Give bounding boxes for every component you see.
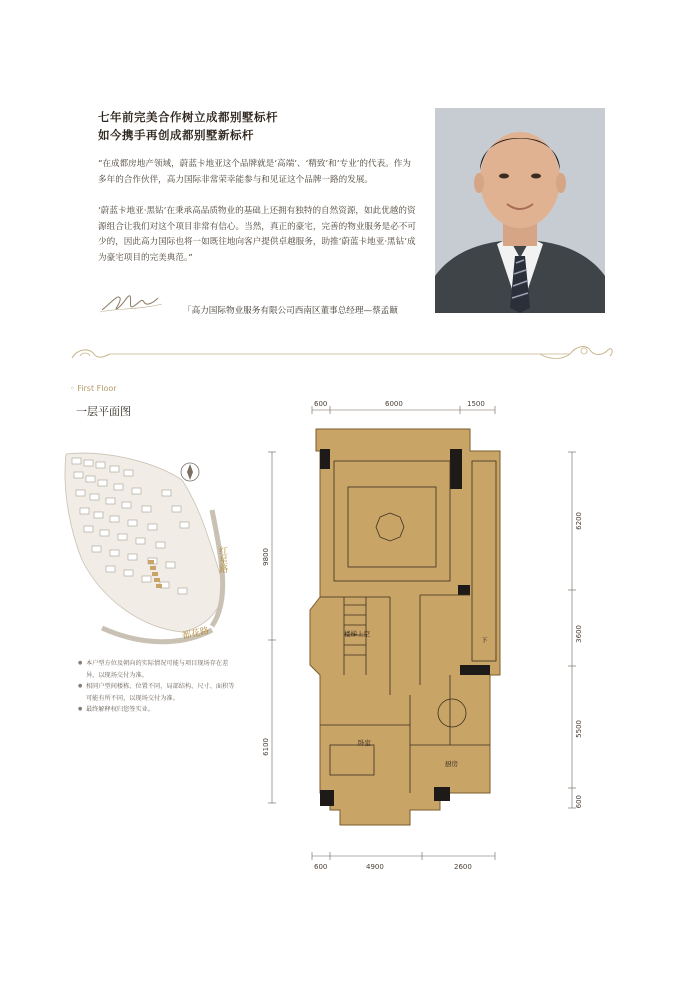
headline-line-1: 七年前完美合作树立成都别墅标杆 [98,110,278,124]
dim-right-3: 5500 [575,720,583,738]
dim-right-1: 6200 [575,512,583,530]
ornament-divider [70,342,615,366]
room-label-kitchen: 厨房 [445,760,458,768]
floor-label-english: ◦ First Floor [70,384,117,393]
note-item: ● 最终解释权归您签实业。 [78,704,238,716]
attribution: 「高力国际物业服务有限公司西南区董事总经理—蔡孟颐 [183,306,398,316]
dim-bottom-2: 4900 [366,863,384,871]
quote-paragraph-1: “在成都房地产领域，蔚蓝卡地亚这个品牌就是‘高端’、‘精致’和‘专业’的代表。作为多年的合作伙伴，高力国际非常荣幸能参与和见证这个品牌一路的发展。 [98,159,411,185]
dim-top-3: 1500 [467,400,485,408]
site-map [62,450,242,650]
signature [98,288,166,318]
portrait-photo [435,108,605,313]
notes [78,658,238,716]
headline [98,108,278,144]
road-label-south: 都花路 [181,626,211,642]
note-item: ● 本户型方位及朝向的实际情况可能与项目现场存在差异，以现场交付为准。 [78,658,238,681]
dim-left-1: 9800 [262,548,270,566]
dim-bottom-3: 2600 [454,863,472,871]
dim-top-2: 6000 [385,400,403,408]
dimension-lines [250,398,590,868]
road-label-east: 红星路 [217,546,227,573]
headline-line-2: 如今携手再创成都别墅新标杆 [98,128,254,142]
dim-left-2: 6100 [262,738,270,756]
dim-bottom-1: 600 [314,863,328,871]
dim-right-2: 3600 [575,625,583,643]
quote-paragraph-2: ‘蔚蓝卡地亚·黑钻’在秉承高品质物业的基础上还拥有独特的自然资源，如此优越的资源组合让我们对这个项目非常有信心。当然，真正的豪宅，完善的物业服务是必不可少的，因此高力国际也将一如既往地向客户提供卓越服务，助推‘蔚蓝卡地亚·黑钻’成为豪宅项目的完美典范。” [98,206,416,263]
dim-top-1: 600 [314,400,328,408]
dim-right-4: 600 [575,795,583,809]
floor-title: 一层平面图 [76,405,131,418]
room-label-down: 下 [481,636,488,644]
room-label-bedroom: 卧室 [358,739,371,747]
note-item: ● 相同户型间楼栋、位置不同，局部结构、尺寸、面积等可能有所不同，以现场交付为准。 [78,681,238,704]
room-label-stair: 楼梯上空 [344,630,370,638]
